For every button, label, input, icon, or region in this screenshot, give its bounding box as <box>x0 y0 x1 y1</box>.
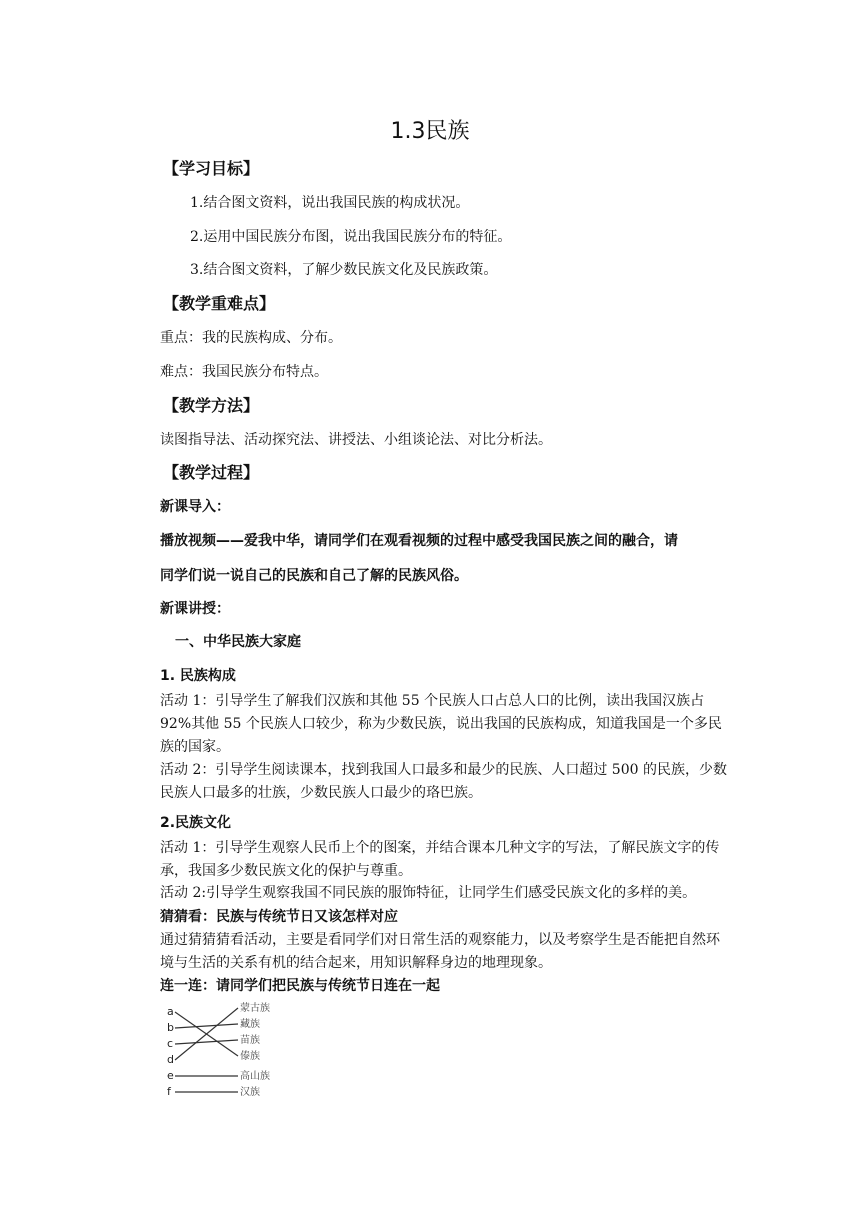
activity-paragraph <box>160 759 730 805</box>
match-line <box>175 1008 238 1060</box>
activity-paragraph <box>160 690 730 759</box>
right-label: 蒙古族 <box>240 1003 270 1014</box>
activity-paragraph <box>160 882 730 905</box>
key-point: 重点：我的民族构成、分布。 <box>160 330 342 346</box>
method-heading: 【教学方法】 <box>163 396 260 415</box>
methods-text: 读图指导法、活动探究法、讲授法、小组谈论法、对比分析法。 <box>160 432 552 448</box>
sub-heading: 1. 民族构成 <box>160 668 236 684</box>
intro-line: 同学们说一说自己的民族和自己了解的民族风俗。 <box>160 568 468 584</box>
part-heading: 一、中华民族大家庭 <box>175 634 301 650</box>
activity-paragraph <box>160 837 730 883</box>
objective-item: 1.结合图文资料，说出我国民族的构成状况。 <box>190 195 470 211</box>
difficult-point: 难点：我国民族分布特点。 <box>160 364 328 380</box>
guess-paragraph <box>160 929 730 975</box>
match-line <box>175 1024 238 1028</box>
process-heading: 【教学过程】 <box>163 463 260 482</box>
right-label: 高山族 <box>240 1071 270 1082</box>
left-label: d <box>167 1053 174 1066</box>
guess-heading: 猜猜看：民族与传统节日又该怎样对应 <box>160 909 398 925</box>
sub-heading: 2.民族文化 <box>160 815 232 831</box>
lecture-label: 新课讲授： <box>160 601 230 617</box>
objective-item: 3.结合图文资料，了解少数民族文化及民族政策。 <box>190 262 498 278</box>
page-title: 1.3民族 <box>390 119 470 144</box>
objectives-heading: 【学习目标】 <box>163 159 260 178</box>
left-label: a <box>167 1005 174 1018</box>
intro-line: 播放视频——爱我中华，请同学们在观看视频的过程中感受我国民族之间的融合，请 <box>160 533 678 549</box>
activity-text: 活动 2：引导学生阅读课本，找到我国人口最多和最少的民族、人口超过 500 的民族，少数民族人口最多的壮族，少数民族人口最少的珞巴族。 <box>160 762 727 801</box>
left-label: b <box>167 1021 174 1034</box>
guess-text: 通过猜猜猜看活动，主要是看同学们对日常生活的观察能力，以及考察学生是否能把自然环境与生活的关系有机的结合起来，用知识解释身边的地理现象。 <box>160 932 720 971</box>
right-label: 苗族 <box>240 1035 260 1046</box>
key-points-heading: 【教学重难点】 <box>163 294 276 313</box>
activity-text: 活动 2:引导学生观察我国不同民族的服饰特征，让同学生们感受民族文化的多样的美。 <box>160 885 697 901</box>
matching-diagram <box>165 1000 295 1105</box>
left-label: c <box>167 1037 174 1050</box>
right-label: 汉族 <box>240 1087 260 1098</box>
match-line <box>175 1040 238 1044</box>
intro-label: 新课导入： <box>160 499 230 515</box>
left-label: f <box>167 1085 171 1098</box>
left-label: e <box>167 1069 174 1082</box>
right-label: 傣族 <box>240 1051 260 1062</box>
right-label: 藏族 <box>240 1019 260 1030</box>
connect-heading: 连一连：请同学们把民族与传统节日连在一起 <box>160 978 440 994</box>
activity-text: 活动 1：引导学生了解我们汉族和其他 55 个民族人口占总人口的比例，读出我国汉族占 92%其他 55 个民族人口较少，称为少数民族，说出我国的民族构成，知道我国是一个多民族的国家。 <box>160 693 722 755</box>
activity-text: 活动 1：引导学生观察人民币上个的图案，并结合课本几种文字的写法，了解民族文字的传承，我国多少数民族文化的保护与尊重。 <box>160 840 720 879</box>
objective-item: 2.运用中国民族分布图，说出我国民族分布的特征。 <box>190 229 512 245</box>
